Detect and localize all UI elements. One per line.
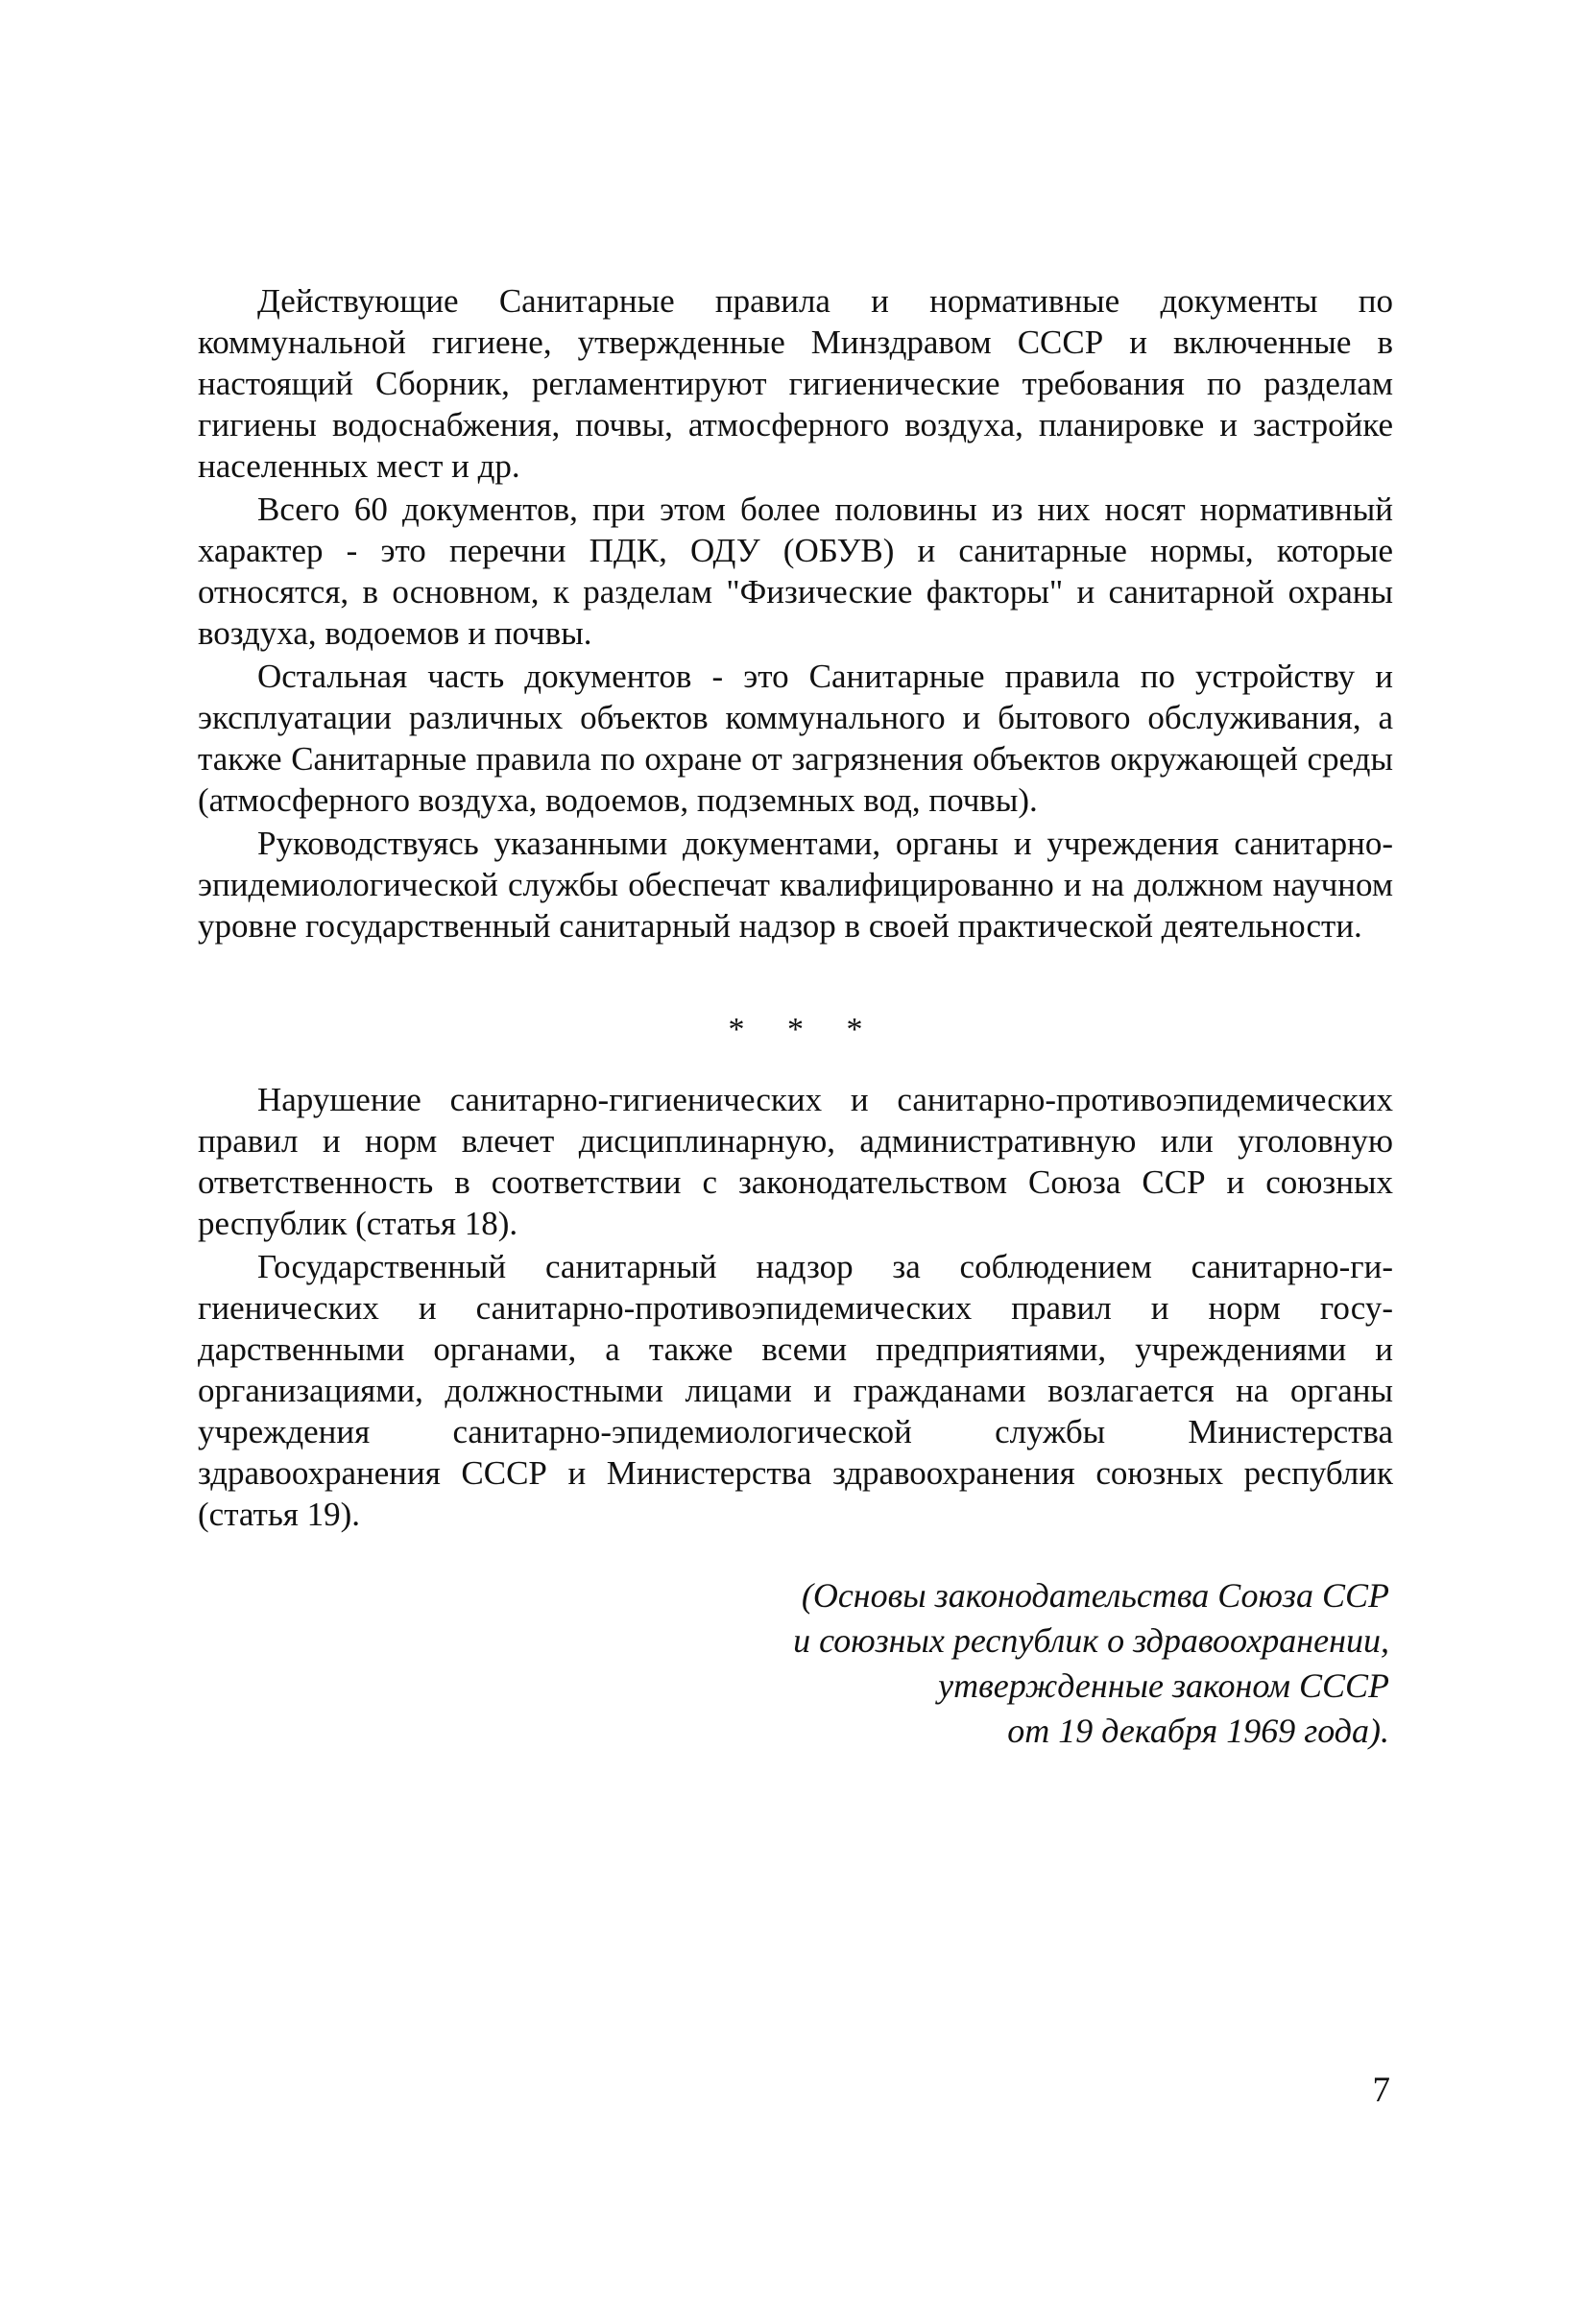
paragraph: Государственный санитарный надзор за соблюдением санитарно-гигиенических и санитарно-противоэпидемических правил и норм государственными органами, а также всеми предприятиями, учреждениями и организациями, должностными лицами и гражданами возлагается на органы учреждения санитарно-эпидемиологической службы Министерства здравоохранения СССР и Министерства здравоохранения союзных республик (статья 19). <box>198 1248 1393 1533</box>
citation-line: и союзных республик о здравоохранении, <box>793 1621 1389 1660</box>
paragraph: Остальная часть документов - это Санитарные правила по устройству и эксплуатации различных объектов коммунального и бытового обслуживания, а также Санитарные правила по охране от загрязнения объектов окружающей среды (атмосферного воздуха, водоемов, подземных вод, почвы). <box>198 658 1393 819</box>
citation <box>198 1573 1393 1754</box>
page-number: 7 <box>1372 2071 1390 2110</box>
intro-section <box>198 280 1393 946</box>
paragraph: Всего 60 документов, при этом более половины из них носят нормативный характер - это перечни ПДК, ОДУ (ОБУВ) и санитарные нормы, которые относятся, в основном, к разделам "Физические факторы" и санитарной охраны воздуха, водоемов и почвы. <box>198 491 1393 652</box>
law-section <box>198 1079 1393 1535</box>
citation-line: от 19 декабря 1969 года). <box>1007 1712 1389 1750</box>
paragraph: Нарушение санитарно-гигиенических и санитарно-противоэпидемических правил и норм влечет дисциплинарную, административную или уголовную ответственность в соответствии с законодательством Союза ССР и союзных республик (статья 18). <box>198 1081 1393 1242</box>
citation-line: утвержденные законом СССР <box>938 1666 1389 1705</box>
document-page <box>198 280 1393 1754</box>
paragraph: Действующие Санитарные правила и нормативные документы по коммунальной гигиене, утвержденные Минздравом СССР и включенные в настоящий Сборник, регламентируют гигиенические требования по разделам гигиены водоснабжения, почвы, атмосферного воздуха, планировке и застройке населенных мест и др. <box>198 282 1393 485</box>
paragraph: Руководствуясь указанными документами, органы и учреждения санитарно-эпидемиологической службы обеспечат квалифицированно и на должном научном уровне государственный санитарный надзор в своей практической деятельности. <box>198 825 1393 945</box>
asterisk-separator: * * * <box>728 1012 880 1047</box>
citation-line: (Основы законодательства Союза ССР <box>801 1576 1389 1615</box>
